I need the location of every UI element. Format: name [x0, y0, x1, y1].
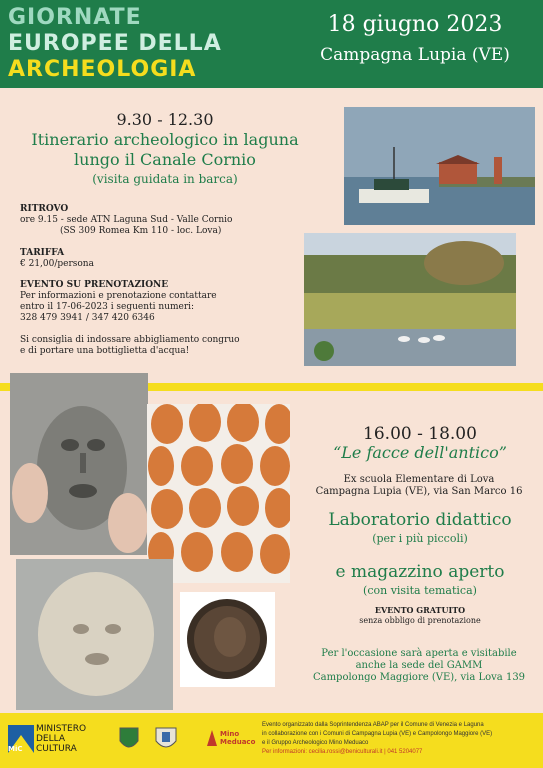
tariffa-label: TARIFFA: [20, 248, 65, 258]
ministero-line-2: DELLA: [36, 734, 66, 744]
free-label: EVENTO GRATUITO: [374, 605, 466, 615]
ritrovo-label: RITROVO: [20, 204, 69, 214]
crest-campolongo-icon: [154, 725, 178, 753]
afternoon-title: “Le facce dell'antico”: [333, 443, 507, 462]
advice-line-2: e di portare una bottiglietta d'acqua!: [20, 346, 190, 356]
ministero-label: [36, 724, 86, 754]
morning-title-1: Itinerario archeologico in laguna: [31, 130, 299, 149]
boat-photo: [344, 107, 535, 225]
event-date: 18 giugno 2023: [327, 12, 503, 37]
meduaco-label: Mino Meduaco: [220, 730, 256, 746]
magazzino-title: e magazzino aperto: [335, 562, 505, 582]
lab-subtitle: (per i più piccoli): [372, 532, 468, 545]
clay-mask-photo: [10, 373, 148, 555]
morning-time: 9.30 - 12.30: [116, 110, 214, 129]
tariffa-value: € 21,00/persona: [20, 259, 94, 269]
lagoon-photo: [304, 233, 516, 366]
ritrovo-line-2: (SS 309 Romea Km 110 - loc. Lova): [60, 226, 222, 236]
gamm-line-1: Per l'occasione sarà aperta e visitabile: [321, 648, 517, 659]
stone-relief-photo: [16, 559, 173, 710]
footer-note-line-1: Evento organizzato dalla Soprintendenza ABAP per il Comune di Venezia e Laguna: [262, 722, 484, 728]
advice-line-1: Si consiglia di indossare abbigliamento congruo: [20, 335, 240, 345]
meduaco-logo-icon: [205, 728, 219, 748]
venue-line-1: Ex scuola Elementare di Lova: [343, 474, 495, 485]
event-place: Campagna Lupia (VE): [320, 45, 510, 65]
footer-note: [262, 721, 542, 757]
logo-line-1: GIORNATE: [8, 5, 142, 30]
ministero-line-3: CULTURA: [36, 744, 77, 754]
ministero-line-1: MINISTERO: [36, 724, 87, 734]
coin-photo: [180, 592, 275, 687]
gamm-line-3: Campolongo Maggiore (VE), via Lova 139: [312, 672, 526, 683]
evento-label: EVENTO SU PRENOTAZIONE: [20, 280, 169, 290]
crest-campagna-icon: [118, 725, 140, 753]
ritrovo-line-1: ore 9.15 - sede ATN Laguna Sud - Valle Cornio: [20, 215, 233, 225]
venue-line-2: Campagna Lupia (VE), via San Marco 16: [315, 486, 523, 497]
free-subtitle: senza obbligo di prenotazione: [359, 616, 481, 625]
evento-phone: 328 479 3941 / 347 420 6346: [20, 313, 155, 323]
footer-note-line-3: e il Gruppo Archeologico Mino Meduaco: [262, 740, 369, 746]
afternoon-time: 16.00 - 18.00: [363, 424, 477, 444]
gamm-line-2: anche la sede del GAMM: [355, 660, 483, 671]
morning-title-2: lungo il Canale Cornio: [74, 150, 256, 169]
mic-badge: MiC: [8, 745, 23, 753]
magazzino-subtitle: (con visita tematica): [363, 584, 477, 597]
footer-note-line-2: in collaborazione con i Comuni di Campagna Lupia (VE) e Campolongo Maggiore (VE): [262, 731, 493, 737]
evento-line-1: Per informazioni e prenotazione contattare: [20, 291, 217, 301]
logo-line-2: EUROPEE DELLA: [8, 31, 222, 56]
terracotta-masks-photo: [147, 404, 290, 583]
logo-line-3: ARCHEOLOGIA: [8, 57, 197, 82]
lab-title: Laboratorio didattico: [328, 510, 512, 530]
evento-line-2: entro il 17-06-2023 i seguenti numeri:: [20, 302, 195, 312]
footer-contact: Per informazioni: cecilia.rossi@beniculturali.it | 041 5204077: [262, 749, 423, 755]
morning-subtitle: (visita guidata in barca): [92, 172, 238, 186]
